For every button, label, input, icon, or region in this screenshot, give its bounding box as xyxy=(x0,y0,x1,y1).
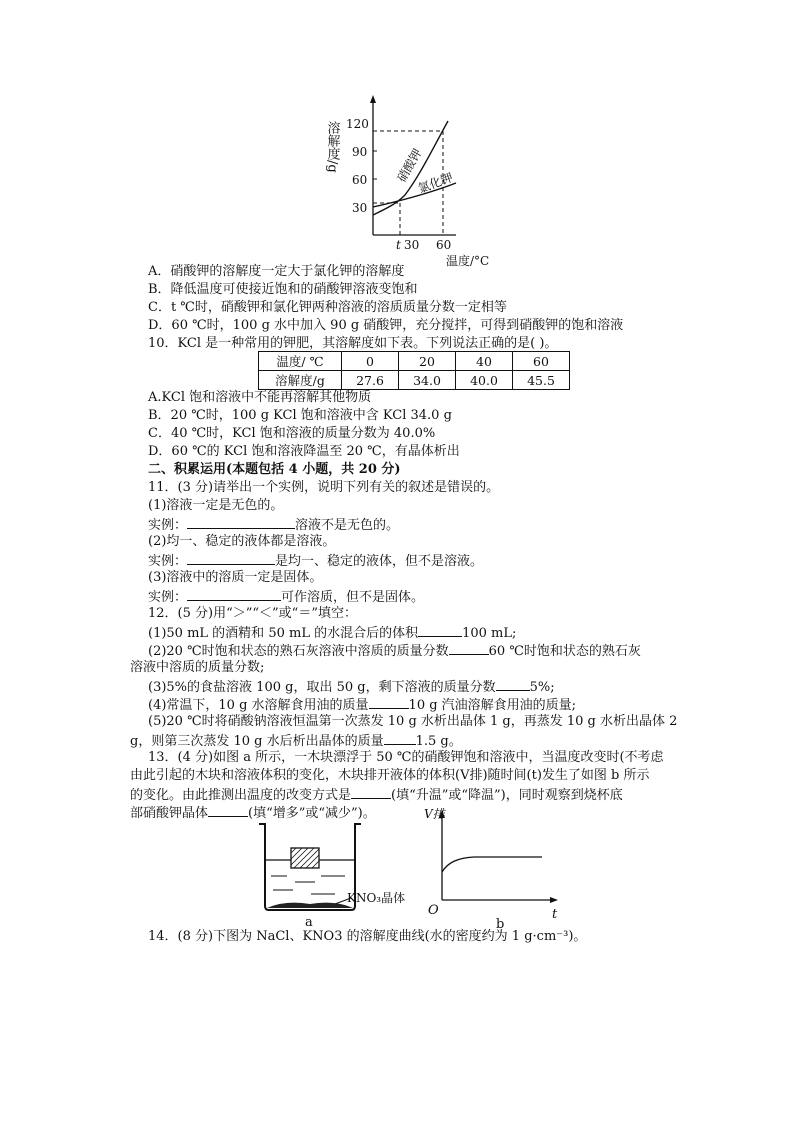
answer-blank[interactable] xyxy=(208,803,248,817)
q13-line2: 由此引起的木块和溶液体积的变化，木块排开液体的体积(V排)随时间(t)发生了如图 b 所示 xyxy=(130,768,650,783)
item-text: 1.5 g。 xyxy=(415,734,462,749)
answer-blank[interactable] xyxy=(449,641,489,655)
example-text: 是均一、稳定的液体，但不是溶液。 xyxy=(275,554,484,569)
q10-option-a: A.KCl 饱和溶液中不能再溶解其他物质 xyxy=(148,390,372,405)
answer-blank[interactable] xyxy=(418,623,462,637)
kno3-label: 硝酸钾 xyxy=(394,146,425,185)
item-text: 的变化。由此推测出温度的改变方式是 xyxy=(130,788,352,803)
q11-part3: (3)溶液中的溶质一定是固体。 xyxy=(148,570,323,585)
q13-line1: 13．(4 分)如图 a 所示，一木块漂浮于 50 ℃的硝酸钾饱和溶液中，当温度改变时(不考虑 xyxy=(148,750,664,765)
q12-item2-cont: 溶液中溶质的质量分数; xyxy=(130,660,265,675)
table-cell: 27.6 xyxy=(342,371,399,390)
figure-a-label: a xyxy=(305,915,313,930)
item-text: g，则第三次蒸发 10 g 水后析出晶体的质量 xyxy=(130,734,384,749)
example-label: 实例： xyxy=(148,518,188,533)
table-cell: 20 xyxy=(399,352,456,371)
answer-blank[interactable] xyxy=(369,695,409,709)
t-axis-label: t xyxy=(552,907,558,922)
table-cell: 溶解度/g xyxy=(259,371,342,390)
table-cell: 温度/ ℃ xyxy=(259,352,342,371)
table-row xyxy=(259,371,570,390)
item-text: (4)常温下，10 g 水溶解食用油的质量 xyxy=(148,698,369,713)
answer-blank[interactable] xyxy=(351,785,391,799)
item-text: (1)50 mL 的酒精和 50 mL 的水混合后的体积 xyxy=(148,626,419,641)
q12-item1 xyxy=(148,623,516,643)
table-cell: 0 xyxy=(342,352,399,371)
example-label: 实例： xyxy=(148,590,188,605)
figure-b-label: b xyxy=(496,917,505,932)
answer-blank[interactable] xyxy=(187,587,281,601)
origin-label: O xyxy=(428,903,439,918)
q11-part1: (1)溶液一定是无色的。 xyxy=(148,498,284,513)
q11-part2: (2)均一、稳定的液体都是溶液。 xyxy=(148,534,336,549)
table-cell: 60 xyxy=(513,352,570,371)
q14-stem: 14．(8 分)下图为 NaCl、KNO3 的溶解度曲线(水的密度约为 1 g·cm⁻³)。 xyxy=(148,929,587,944)
kcl-solubility-table xyxy=(258,351,570,390)
crystal-label: KNO₃晶体 xyxy=(347,891,406,905)
y-axis-label: 溶解度/g xyxy=(324,121,340,173)
answer-blank[interactable] xyxy=(187,515,295,529)
y-tick-60: 60 xyxy=(352,173,368,187)
item-text: (2)20 ℃时饱和状态的熟石灰溶液中溶质的质量分数 xyxy=(148,644,449,659)
item-text: (3)5%的食盐溶液 100 g，取出 50 g，剩下溶液的质量分数 xyxy=(148,680,496,695)
table-row xyxy=(259,352,570,371)
example-label: 实例： xyxy=(148,554,188,569)
item-text: 5%; xyxy=(529,680,555,695)
q12-stem: 12．(5 分)用“＞”“＜”或“＝”填空： xyxy=(148,606,357,621)
q11-example3 xyxy=(148,587,424,607)
answer-blank[interactable] xyxy=(187,551,275,565)
q10-option-b: B．20 ℃时，100 g KCl 饱和溶液中含 KCl 34.0 g xyxy=(148,408,452,423)
q9-option-b: B．降低温度可使接近饱和的硝酸钾溶液变饱和 xyxy=(148,282,418,297)
q12-item3 xyxy=(148,677,555,697)
x-tick-30: 30 xyxy=(404,238,420,252)
x-tick-t: t xyxy=(396,238,401,252)
v-t-curve xyxy=(442,857,542,872)
section-heading: 二、积累运用(本题包括 4 小题，共 20 分) xyxy=(148,462,401,477)
x-axis-label: 温度/°C xyxy=(446,254,490,268)
q11-example1 xyxy=(148,515,399,535)
item-text: 部硝酸钾晶体 xyxy=(130,806,209,821)
q10-option-d: D．60 ℃的 KCl 饱和溶液降温至 20 ℃，有晶体析出 xyxy=(148,444,460,459)
item-text: (填“升温”或“降温”)，同时观察到烧杯底 xyxy=(391,788,623,803)
item-text: 10 g 汽油溶解食用油的质量; xyxy=(408,698,577,713)
item-text: (填“增多”或“减少”)。 xyxy=(248,806,376,821)
q9-option-d: D．60 ℃时，100 g 水中加入 90 g 硝酸钾，充分搅拌，可得到硝酸钾的饱和溶液 xyxy=(148,318,624,333)
q12-item4 xyxy=(148,695,576,715)
answer-blank[interactable] xyxy=(384,731,416,745)
q12-item5-cont xyxy=(130,731,462,751)
beaker-figure xyxy=(255,820,435,932)
v-axis-label: V排 xyxy=(424,807,445,821)
q9-option-c: C．t ℃时，硝酸钾和氯化钾两种溶液的溶质质量分数一定相等 xyxy=(148,300,507,315)
q10-stem: 10．KCl 是一种常用的钾肥，其溶解度如下表。下列说法正确的是( )。 xyxy=(148,336,558,351)
q11-stem: 11．(3 分)请举出一个实例，说明下列有关的叙述是错误的。 xyxy=(148,480,500,495)
item-text: 60 ℃时饱和状态的熟石灰 xyxy=(488,644,641,659)
solubility-graph xyxy=(324,95,510,268)
y-tick-30: 30 xyxy=(352,201,368,215)
table-cell: 34.0 xyxy=(399,371,456,390)
q12-item2 xyxy=(148,641,641,661)
table-cell: 40.0 xyxy=(456,371,513,390)
q10-option-c: C．40 ℃时，KCl 饱和溶液的质量分数为 40.0% xyxy=(148,426,436,441)
table-cell: 40 xyxy=(456,352,513,371)
q9-option-a: A．硝酸钾的溶解度一定大于氯化钾的溶解度 xyxy=(148,264,405,279)
kcl-label: 氯化钾 xyxy=(416,170,455,196)
item-text: 100 mL; xyxy=(462,626,517,641)
crystal-layer xyxy=(267,903,353,908)
answer-blank[interactable] xyxy=(496,677,530,691)
example-text: 可作溶质，但不是固体。 xyxy=(281,590,425,605)
v-t-graph xyxy=(424,800,564,932)
table-cell: 45.5 xyxy=(513,371,570,390)
x-tick-60: 60 xyxy=(436,238,452,252)
example-text: 溶液不是无色的。 xyxy=(295,518,400,533)
q12-item5: (5)20 ℃时将硝酸钠溶液恒温第一次蒸发 10 g 水析出晶体 1 g，再蒸发 10 g 水析出晶体 2 xyxy=(148,714,678,729)
y-tick-120: 120 xyxy=(346,117,369,131)
y-tick-90: 90 xyxy=(352,145,368,159)
q11-example2 xyxy=(148,551,483,571)
